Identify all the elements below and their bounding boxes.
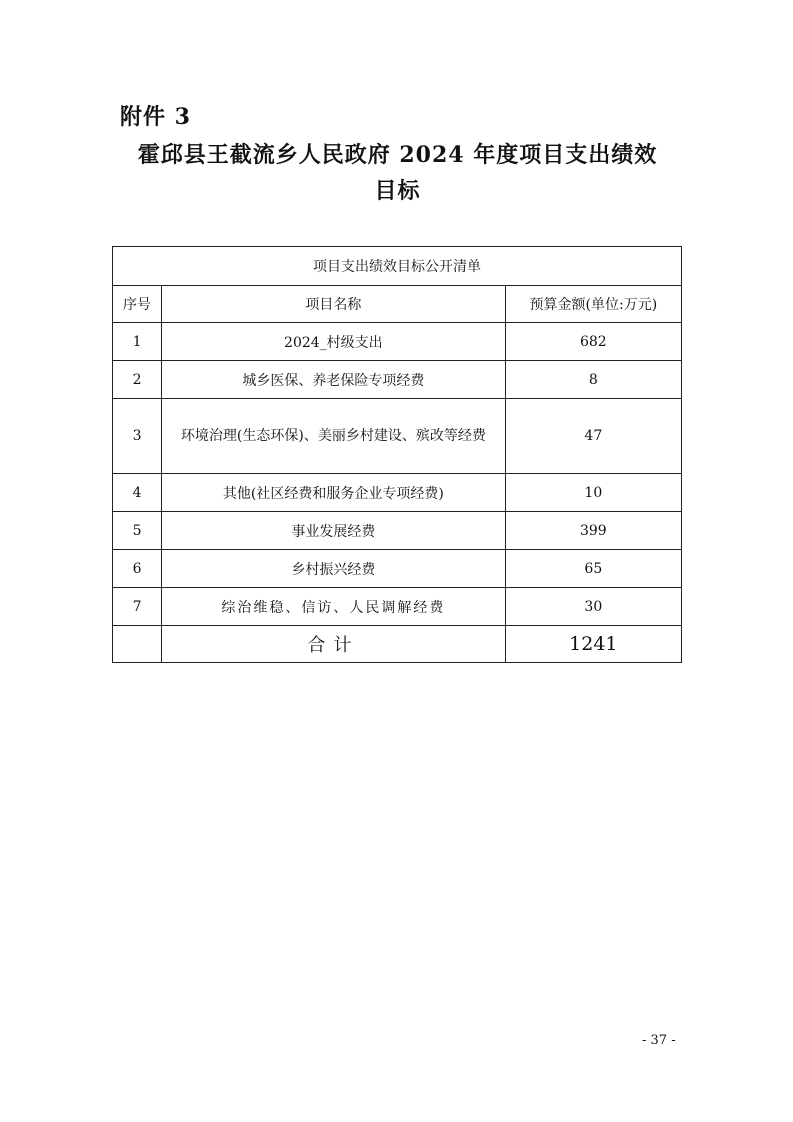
table-row — [113, 323, 682, 361]
row-project-name: 城乡医保、养老保险专项经费 — [162, 361, 506, 399]
table-header-row — [113, 286, 682, 323]
table-caption-row — [113, 247, 682, 286]
table-row — [113, 550, 682, 588]
total-label: 合计 — [162, 626, 506, 663]
performance-goals-table — [112, 246, 682, 663]
row-amount: 8 — [505, 361, 681, 399]
row-amount: 682 — [505, 323, 681, 361]
header-budget-amount: 预算金额(单位:万元) — [505, 286, 681, 323]
row-project-name: 乡村振兴经费 — [162, 550, 506, 588]
table-total-row — [113, 626, 682, 663]
total-index — [113, 626, 162, 663]
row-project-name: 综治维稳、信访、人民调解经费 — [162, 588, 506, 626]
header-project-name: 项目名称 — [162, 286, 506, 323]
row-index: 1 — [113, 323, 162, 361]
header-index: 序号 — [113, 286, 162, 323]
row-index: 7 — [113, 588, 162, 626]
total-amount: 1241 — [505, 626, 681, 663]
table-row — [113, 588, 682, 626]
page-number: - 37 - — [642, 1033, 676, 1048]
row-amount: 30 — [505, 588, 681, 626]
row-amount: 65 — [505, 550, 681, 588]
row-index: 4 — [113, 474, 162, 512]
row-project-name: 2024_村级支出 — [162, 323, 506, 361]
table-row — [113, 512, 682, 550]
row-amount: 399 — [505, 512, 681, 550]
document-title-line-1: 霍邱县王截流乡人民政府 2024 年度项目支出绩效 — [137, 142, 658, 168]
row-index: 3 — [113, 399, 162, 474]
attachment-label: 附件 3 — [120, 104, 191, 130]
table-row — [113, 361, 682, 399]
row-index: 6 — [113, 550, 162, 588]
row-amount: 47 — [505, 399, 681, 474]
row-amount: 10 — [505, 474, 681, 512]
row-index: 5 — [113, 512, 162, 550]
document-title-line-2: 目标 — [374, 178, 421, 204]
row-project-name: 事业发展经费 — [162, 512, 506, 550]
row-project-name: 其他(社区经费和服务企业专项经费) — [162, 474, 506, 512]
table-row — [113, 399, 682, 474]
row-index: 2 — [113, 361, 162, 399]
table-row — [113, 474, 682, 512]
row-project-name: 环境治理(生态环保)、美丽乡村建设、殡改等经费 — [162, 399, 506, 474]
table-caption: 项目支出绩效目标公开清单 — [113, 247, 682, 286]
